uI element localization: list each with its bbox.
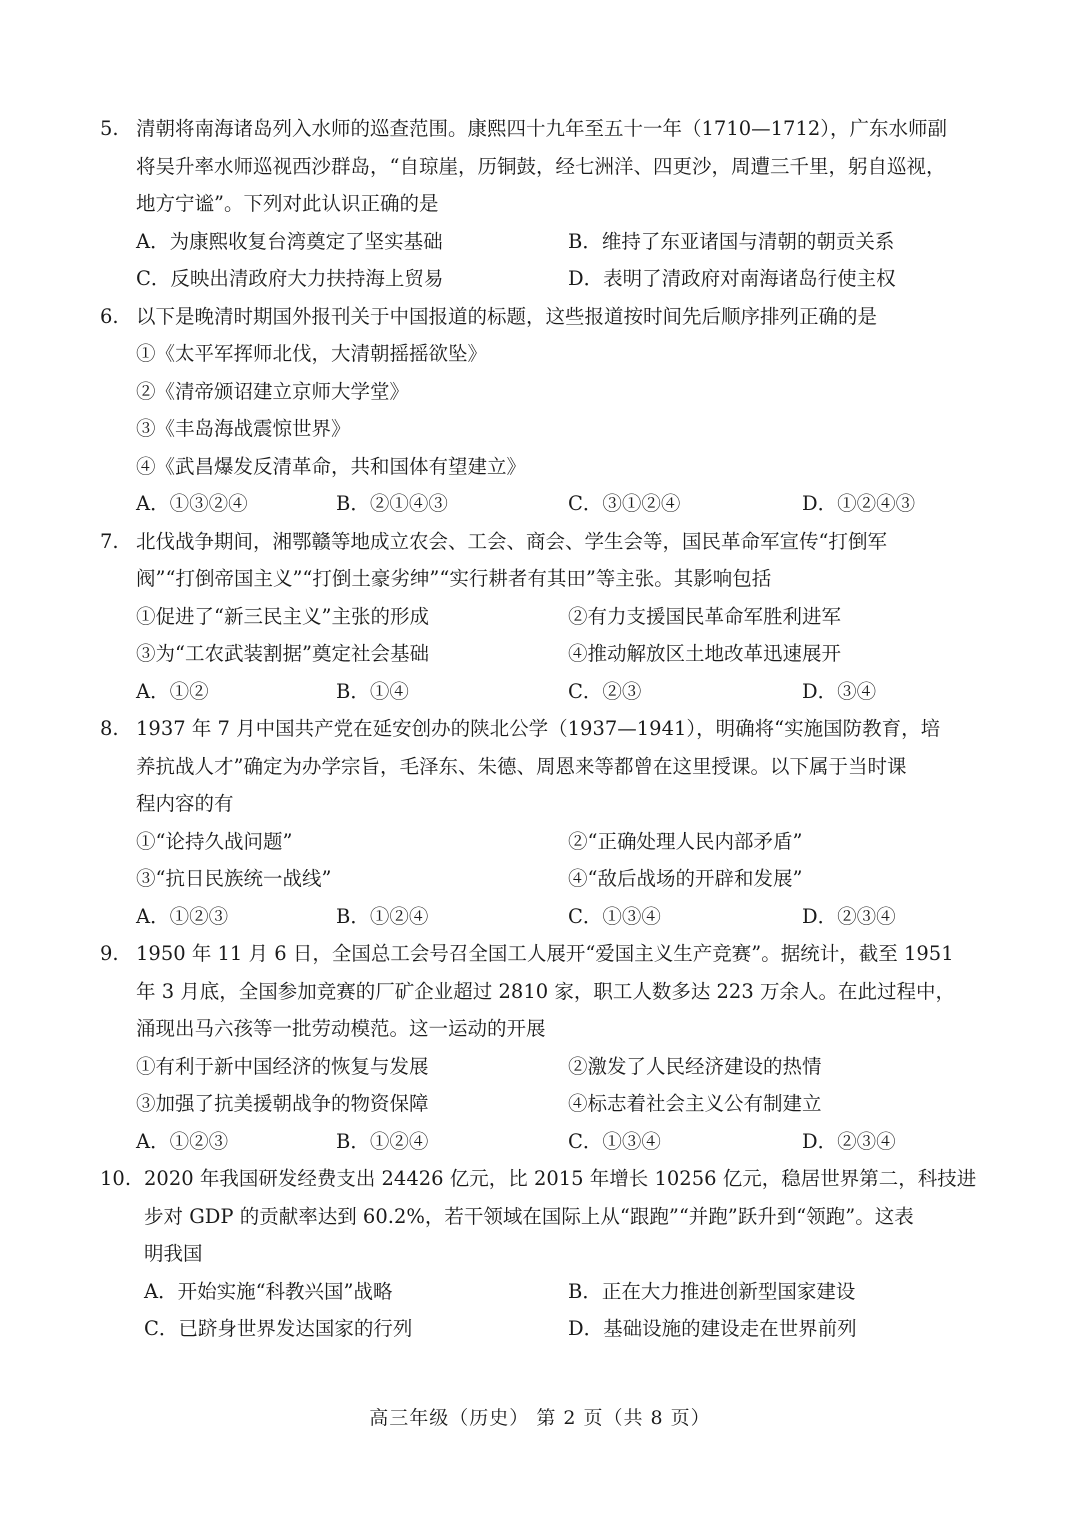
question-6	[100, 298, 980, 523]
option-a: A．开始实施“科教兴国”战略	[144, 1279, 393, 1303]
option-b: B．①④	[336, 679, 409, 703]
statement-item: ①《太平军挥师北伐，大清朝摇摇欲坠》	[136, 342, 488, 365]
question-stem-line: 北伐战争期间，湘鄂赣等地成立农会、工会、商会、学生会等，国民革命军宣传“打倒军	[136, 529, 887, 553]
option-d: D．基础设施的建设走在世界前列	[568, 1317, 857, 1340]
question-stem-line: 阀”“打倒帝国主义”“打倒土豪劣绅”“实行耕者有其田”等主张。其影响包括	[136, 567, 772, 590]
question-stem-line: 1950 年 11 月 6 日，全国总工会号召全国工人展开“爱国主义生产竞赛”。据统计，截至 1951	[136, 942, 954, 965]
page-footer: 高三年级（历史） 第 2 页（共 8 页）	[369, 1407, 711, 1429]
option-a: A．①③②④	[136, 492, 248, 515]
question-stem-line: 地方宁谧”。下列对此认识正确的是	[136, 192, 439, 215]
question-number: 7.	[100, 529, 119, 553]
statement-item: ②《清帝颁诏建立京师大学堂》	[136, 379, 410, 403]
statement-item: ③“抗日民族统一战线”	[136, 867, 332, 890]
question-stem-line: 养抗战人才”确定为办学宗旨，毛泽东、朱德、周恩来等都曾在这里授课。以下属于当时课	[136, 754, 907, 778]
option-a: A．①②	[136, 679, 209, 703]
option-b: B．①②④	[336, 904, 429, 928]
statement-item: ②激发了人民经济建设的热情	[568, 1054, 822, 1078]
statement-item: ②“正确处理人民内部矛盾”	[568, 829, 803, 853]
statement-item: ①有利于新中国经济的恢复与发展	[136, 1054, 429, 1078]
option-a: A．①②③	[136, 904, 229, 928]
option-d: D．①②④③	[802, 492, 916, 515]
option-c: C．③①②④	[568, 492, 681, 515]
question-stem-line: 步对 GDP 的贡献率达到 60.2%，若干领域在国际上从“跟跑”“并跑”跃升到“领跑”。这表	[144, 1204, 914, 1228]
question-number: 9.	[100, 942, 119, 965]
option-a: A．为康熙收复台湾奠定了坚实基础	[136, 229, 443, 253]
question-number: 10.	[100, 1167, 132, 1190]
statement-item: ③加强了抗美援朝战争的物资保障	[136, 1092, 429, 1115]
statement-item: ④标志着社会主义公有制建立	[568, 1092, 822, 1115]
question-stem-line: 涌现出马六孩等一批劳动模范。这一运动的开展	[136, 1017, 546, 1040]
option-b: B．正在大力推进创新型国家建设	[568, 1279, 856, 1303]
question-5	[100, 110, 980, 298]
statement-item: ④《武昌爆发反清革命，共和国体有望建立》	[136, 454, 527, 478]
question-number: 8.	[100, 717, 119, 740]
option-c: C．②③	[568, 679, 642, 703]
option-c: C．已跻身世界发达国家的行列	[144, 1317, 413, 1340]
statement-item: ②有力支援国民革命军胜利进军	[568, 604, 842, 628]
option-c: C．反映出清政府大力扶持海上贸易	[136, 267, 444, 290]
statement-item: ④“敌后战场的开辟和发展”	[568, 867, 803, 890]
statement-item: ①“论持久战问题”	[136, 829, 293, 853]
option-d: D．表明了清政府对南海诸岛行使主权	[568, 267, 896, 290]
option-b: B．①②④	[336, 1129, 429, 1153]
option-b: B．维持了东亚诸国与清朝的朝贡关系	[568, 229, 895, 253]
option-c: C．①③④	[568, 904, 661, 928]
question-stem-line: 以下是晚清时期国外报刊关于中国报道的标题，这些报道按时间先后顺序排列正确的是	[136, 304, 878, 328]
statement-item: ③为“工农武装割据”奠定社会基础	[136, 642, 429, 665]
question-number: 5.	[100, 117, 119, 140]
option-d: D．②③④	[802, 1129, 896, 1153]
question-stem-line: 程内容的有	[136, 792, 234, 815]
option-a: A．①②③	[136, 1129, 229, 1153]
question-stem-line: 清朝将南海诸岛列入水师的巡查范围。康熙四十九年至五十一年（1710—1712），广东水师副	[136, 117, 948, 140]
option-b: B．②①④③	[336, 492, 448, 515]
option-c: C．①③④	[568, 1129, 661, 1153]
option-d: D．②③④	[802, 904, 896, 928]
question-stem-line: 明我国	[144, 1242, 203, 1265]
question-stem-line: 年 3 月底，全国参加竞赛的厂矿企业超过 2810 家，职工人数多达 223 万余人。在此过程中，	[136, 979, 955, 1003]
question-stem-line: 1937 年 7 月中国共产党在延安创办的陕北公学（1937—1941），明确将“实施国防教育，培	[136, 717, 941, 740]
question-8	[100, 710, 980, 935]
option-d: D．③④	[802, 679, 877, 703]
question-stem-line: 将吴升率水师巡视西沙群岛，“自琼崖，历铜鼓，经七洲洋、四更沙，周遭三千里，躬自巡视，	[136, 154, 946, 178]
question-10	[100, 1160, 980, 1348]
statement-item: ④推动解放区土地改革迅速展开	[568, 642, 842, 665]
question-7	[100, 523, 980, 711]
statement-item: ③《丰岛海战震惊世界》	[136, 417, 351, 440]
question-stem-line: 2020 年我国研发经费支出 24426 亿元，比 2015 年增长 10256 亿元，稳居世界第二，科技进	[144, 1167, 977, 1190]
question-number: 6.	[100, 304, 119, 328]
statement-item: ①促进了“新三民主义”主张的形成	[136, 604, 429, 628]
question-9	[100, 935, 980, 1160]
